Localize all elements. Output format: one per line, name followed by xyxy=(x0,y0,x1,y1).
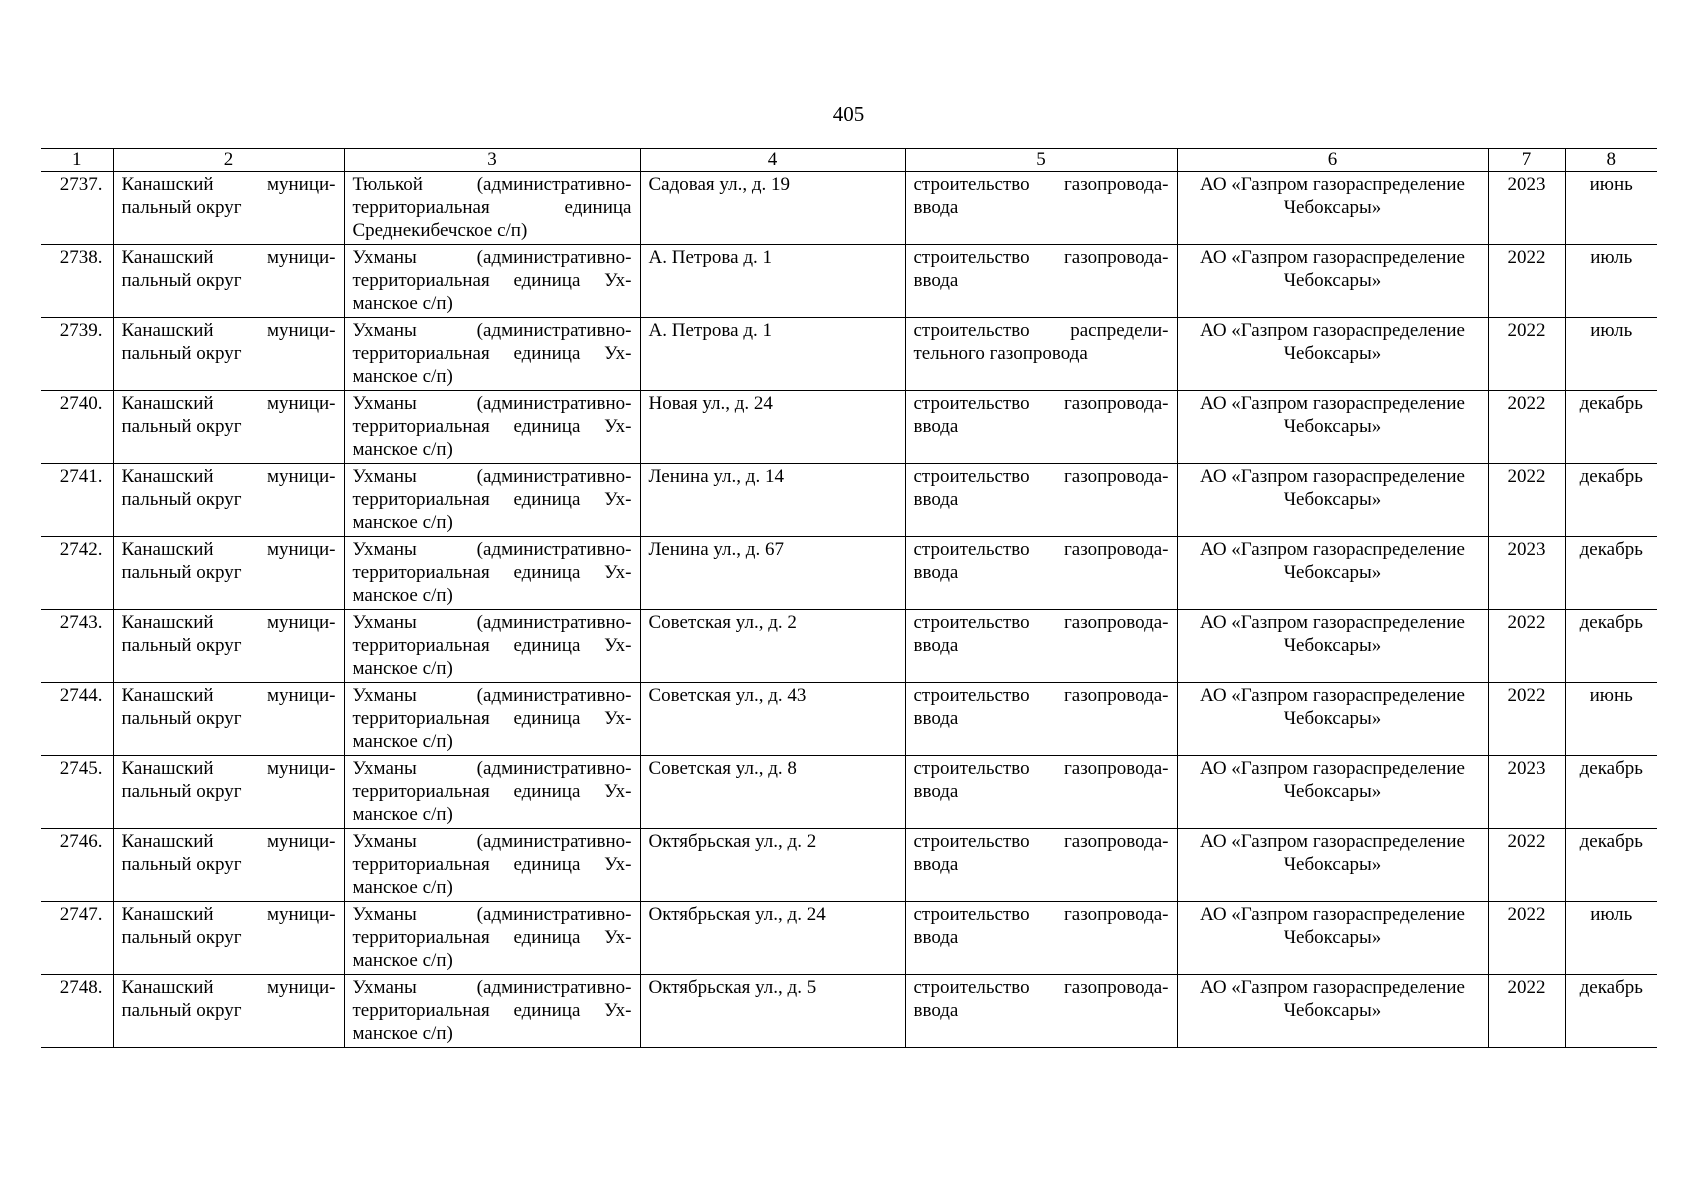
page-number: 405 xyxy=(832,102,865,126)
cell-address: Советская ул., д. 43 xyxy=(640,683,905,756)
cell-row-number: 2744. xyxy=(41,683,113,756)
cell-organization: АО «Газпром газораспределение Чебоксары» xyxy=(1177,756,1488,829)
cell-district: Канашский муници-пальный округ xyxy=(113,829,344,902)
cell-organization: АО «Газпром газораспределение Чебоксары» xyxy=(1177,610,1488,683)
cell-settlement: Ухманы (административно-территориальная единица Ух-манское с/п) xyxy=(344,902,640,975)
cell-work-type: строительство газопровода-ввода xyxy=(905,975,1177,1048)
cell-row-number: 2743. xyxy=(41,610,113,683)
cell-district: Канашский муници-пальный округ xyxy=(113,245,344,318)
cell-district: Канашский муници-пальный округ xyxy=(113,318,344,391)
table-row xyxy=(41,537,1657,610)
cell-row-number: 2747. xyxy=(41,902,113,975)
table-row xyxy=(41,756,1657,829)
table-row xyxy=(41,464,1657,537)
column-header: 8 xyxy=(1565,149,1657,172)
cell-address: Советская ул., д. 8 xyxy=(640,756,905,829)
cell-settlement: Ухманы (административно-территориальная единица Ух-манское с/п) xyxy=(344,756,640,829)
cell-work-type: строительство газопровода-ввода xyxy=(905,683,1177,756)
cell-work-type: строительство газопровода-ввода xyxy=(905,245,1177,318)
cell-address: А. Петрова д. 1 xyxy=(640,318,905,391)
cell-address: Новая ул., д. 24 xyxy=(640,391,905,464)
cell-district: Канашский муници-пальный округ xyxy=(113,683,344,756)
cell-month: декабрь xyxy=(1565,537,1657,610)
cell-organization: АО «Газпром газораспределение Чебоксары» xyxy=(1177,975,1488,1048)
cell-month: июль xyxy=(1565,245,1657,318)
table-row xyxy=(41,245,1657,318)
cell-address: Октябрьская ул., д. 2 xyxy=(640,829,905,902)
cell-year: 2022 xyxy=(1488,245,1565,318)
cell-district: Канашский муници-пальный округ xyxy=(113,902,344,975)
cell-district: Канашский муници-пальный округ xyxy=(113,464,344,537)
table-row xyxy=(41,172,1657,245)
cell-row-number: 2748. xyxy=(41,975,113,1048)
cell-row-number: 2745. xyxy=(41,756,113,829)
cell-month: декабрь xyxy=(1565,756,1657,829)
cell-month: июнь xyxy=(1565,172,1657,245)
cell-settlement: Ухманы (административно-территориальная единица Ух-манское с/п) xyxy=(344,975,640,1048)
cell-address: Садовая ул., д. 19 xyxy=(640,172,905,245)
table-row xyxy=(41,902,1657,975)
cell-work-type: строительство газопровода-ввода xyxy=(905,537,1177,610)
cell-organization: АО «Газпром газораспределение Чебоксары» xyxy=(1177,829,1488,902)
cell-address: Ленина ул., д. 14 xyxy=(640,464,905,537)
cell-settlement: Тюлькой (административно-территориальная единица Среднекибечское с/п) xyxy=(344,172,640,245)
cell-year: 2022 xyxy=(1488,683,1565,756)
cell-work-type: строительство газопровода-ввода xyxy=(905,756,1177,829)
cell-address: Советская ул., д. 2 xyxy=(640,610,905,683)
cell-row-number: 2741. xyxy=(41,464,113,537)
cell-district: Канашский муници-пальный округ xyxy=(113,610,344,683)
table-row xyxy=(41,829,1657,902)
column-header: 6 xyxy=(1177,149,1488,172)
column-header: 4 xyxy=(640,149,905,172)
gasification-table xyxy=(41,148,1657,1048)
column-number-row xyxy=(41,149,1657,172)
cell-month: июль xyxy=(1565,318,1657,391)
cell-month: декабрь xyxy=(1565,975,1657,1048)
column-header: 3 xyxy=(344,149,640,172)
table-row xyxy=(41,683,1657,756)
column-header: 1 xyxy=(41,149,113,172)
column-header: 7 xyxy=(1488,149,1565,172)
cell-month: декабрь xyxy=(1565,829,1657,902)
cell-year: 2023 xyxy=(1488,172,1565,245)
table-row xyxy=(41,318,1657,391)
cell-year: 2022 xyxy=(1488,829,1565,902)
cell-address: А. Петрова д. 1 xyxy=(640,245,905,318)
cell-settlement: Ухманы (административно-территориальная единица Ух-манское с/п) xyxy=(344,610,640,683)
cell-district: Канашский муници-пальный округ xyxy=(113,756,344,829)
cell-work-type: строительство газопровода-ввода xyxy=(905,902,1177,975)
cell-year: 2022 xyxy=(1488,318,1565,391)
cell-year: 2022 xyxy=(1488,975,1565,1048)
table-row xyxy=(41,975,1657,1048)
cell-district: Канашский муници-пальный округ xyxy=(113,391,344,464)
cell-month: декабрь xyxy=(1565,464,1657,537)
cell-month: декабрь xyxy=(1565,391,1657,464)
cell-work-type: строительство газопровода-ввода xyxy=(905,829,1177,902)
cell-work-type: строительство распредели-тельного газопровода xyxy=(905,318,1177,391)
cell-settlement: Ухманы (административно-территориальная единица Ух-манское с/п) xyxy=(344,245,640,318)
cell-row-number: 2740. xyxy=(41,391,113,464)
cell-district: Канашский муници-пальный округ xyxy=(113,975,344,1048)
cell-row-number: 2742. xyxy=(41,537,113,610)
cell-address: Октябрьская ул., д. 5 xyxy=(640,975,905,1048)
cell-settlement: Ухманы (административно-территориальная единица Ух-манское с/п) xyxy=(344,537,640,610)
cell-organization: АО «Газпром газораспределение Чебоксары» xyxy=(1177,537,1488,610)
table-row xyxy=(41,610,1657,683)
cell-settlement: Ухманы (административно-территориальная единица Ух-манское с/п) xyxy=(344,683,640,756)
cell-organization: АО «Газпром газораспределение Чебоксары» xyxy=(1177,683,1488,756)
cell-district: Канашский муници-пальный округ xyxy=(113,172,344,245)
cell-organization: АО «Газпром газораспределение Чебоксары» xyxy=(1177,245,1488,318)
cell-settlement: Ухманы (административно-территориальная единица Ух-манское с/п) xyxy=(344,829,640,902)
cell-organization: АО «Газпром газораспределение Чебоксары» xyxy=(1177,172,1488,245)
cell-organization: АО «Газпром газораспределение Чебоксары» xyxy=(1177,902,1488,975)
cell-row-number: 2737. xyxy=(41,172,113,245)
column-header: 5 xyxy=(905,149,1177,172)
cell-work-type: строительство газопровода-ввода xyxy=(905,391,1177,464)
cell-row-number: 2746. xyxy=(41,829,113,902)
cell-year: 2022 xyxy=(1488,610,1565,683)
cell-year: 2022 xyxy=(1488,464,1565,537)
column-header: 2 xyxy=(113,149,344,172)
cell-year: 2022 xyxy=(1488,902,1565,975)
cell-settlement: Ухманы (административно-территориальная единица Ух-манское с/п) xyxy=(344,391,640,464)
cell-row-number: 2739. xyxy=(41,318,113,391)
cell-year: 2022 xyxy=(1488,391,1565,464)
cell-address: Ленина ул., д. 67 xyxy=(640,537,905,610)
cell-address: Октябрьская ул., д. 24 xyxy=(640,902,905,975)
cell-work-type: строительство газопровода-ввода xyxy=(905,610,1177,683)
cell-organization: АО «Газпром газораспределение Чебоксары» xyxy=(1177,318,1488,391)
cell-month: июль xyxy=(1565,902,1657,975)
cell-year: 2023 xyxy=(1488,537,1565,610)
cell-work-type: строительство газопровода-ввода xyxy=(905,172,1177,245)
table-row xyxy=(41,391,1657,464)
cell-row-number: 2738. xyxy=(41,245,113,318)
cell-work-type: строительство газопровода-ввода xyxy=(905,464,1177,537)
cell-settlement: Ухманы (административно-территориальная единица Ух-манское с/п) xyxy=(344,318,640,391)
cell-month: июнь xyxy=(1565,683,1657,756)
cell-settlement: Ухманы (административно-территориальная единица Ух-манское с/п) xyxy=(344,464,640,537)
cell-month: декабрь xyxy=(1565,610,1657,683)
cell-organization: АО «Газпром газораспределение Чебоксары» xyxy=(1177,391,1488,464)
cell-district: Канашский муници-пальный округ xyxy=(113,537,344,610)
cell-organization: АО «Газпром газораспределение Чебоксары» xyxy=(1177,464,1488,537)
cell-year: 2023 xyxy=(1488,756,1565,829)
